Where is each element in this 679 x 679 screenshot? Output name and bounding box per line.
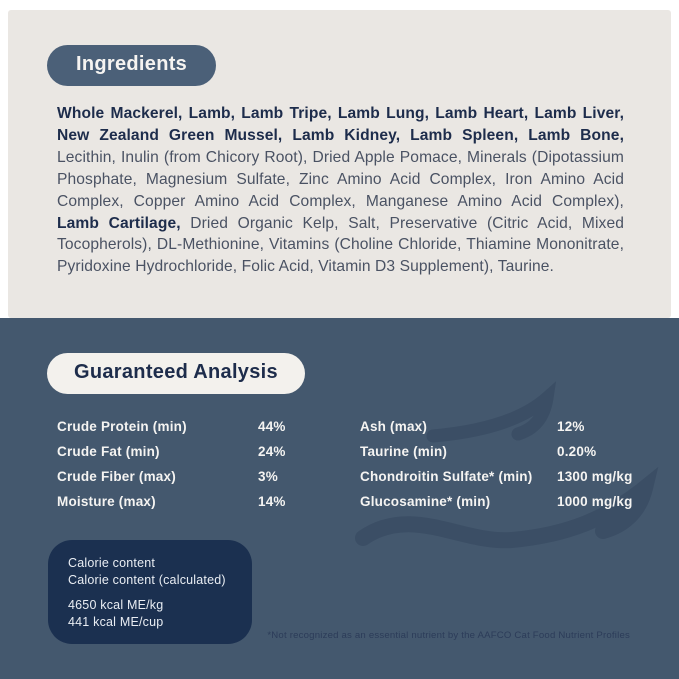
table-row [360,439,633,464]
table-row [57,464,360,489]
ingredients-section [8,10,671,318]
table-row [360,489,633,514]
ingredients-additives: Lecithin, Inulin (from Chicory Root), Dried Apple Pomace, Minerals (Dipotassium Phosphate, Magnesium Sulfate, Zinc Amino Acid Complex, Iron Amino Acid Complex, Copper Amino Acid Complex, Manganese Amino Acid Complex), [57,148,624,210]
nutrient-value: 1300 mg/kg [557,469,633,484]
table-row [57,439,360,464]
nutrient-value: 1000 mg/kg [557,494,633,509]
calorie-values [68,597,252,631]
nutrient-value: 12% [557,419,585,434]
nutrient-label: Chondroitin Sulfate* (min) [360,469,533,484]
ingredients-heading: Ingredients [76,53,188,75]
aafco-footnote: *Not recognized as an essential nutrient by the AAFCO Cat Food Nutrient Profiles [267,630,630,641]
nutrient-label: Moisture (max) [57,494,156,509]
calorie-heading-line2: Calorie content (calculated) [68,573,226,587]
guaranteed-analysis-heading-pill [47,353,305,394]
ingredients-heading-pill [47,45,216,86]
nutrient-value: 3% [258,469,278,484]
calorie-heading-line1: Calorie content [68,556,156,570]
table-row [57,414,360,439]
ingredients-lamb-cartilage: Lamb Cartilage, [57,214,191,232]
analysis-right-column [360,414,633,514]
nutrient-label: Crude Protein (min) [57,419,187,434]
ingredients-text [57,103,624,278]
guaranteed-analysis-heading: Guaranteed Analysis [74,361,278,383]
calorie-value-cup: 441 kcal ME/cup [68,615,164,629]
analysis-table [57,414,633,514]
calorie-content-box [48,540,252,644]
analysis-left-column [57,414,360,514]
nutrient-label: Crude Fiber (max) [57,469,176,484]
nutrient-value: 24% [258,444,286,459]
nutrient-value: 44% [258,419,286,434]
nutrient-label: Ash (max) [360,419,428,434]
nutrient-value: 0.20% [557,444,597,459]
table-row [360,464,633,489]
ingredients-vitamins: Dried Organic Kelp, Salt, Preservative (Citric Acid, Mixed Tocopherols), DL-Methionine, Vitamins (Choline Chloride, Thiamine Mononitrate, Pyridoxine Hydrochloride, Folic Acid, Vitamin D3 Supplement), Taurine. [57,214,624,276]
nutrient-label: Taurine (min) [360,444,448,459]
guaranteed-analysis-section [0,318,679,679]
table-row [360,414,633,439]
nutrient-label: Glucosamine* (min) [360,494,491,509]
nutrient-label: Crude Fat (min) [57,444,160,459]
nutrient-value: 14% [258,494,286,509]
calorie-value-kg: 4650 kcal ME/kg [68,598,164,612]
table-row [57,489,360,514]
ingredients-primary-meats: Whole Mackerel, Lamb, Lamb Tripe, Lamb Lung, Lamb Heart, Lamb Liver, New Zealand Green Mussel, Lamb Kidney, Lamb Spleen, Lamb Bone, [57,105,624,144]
